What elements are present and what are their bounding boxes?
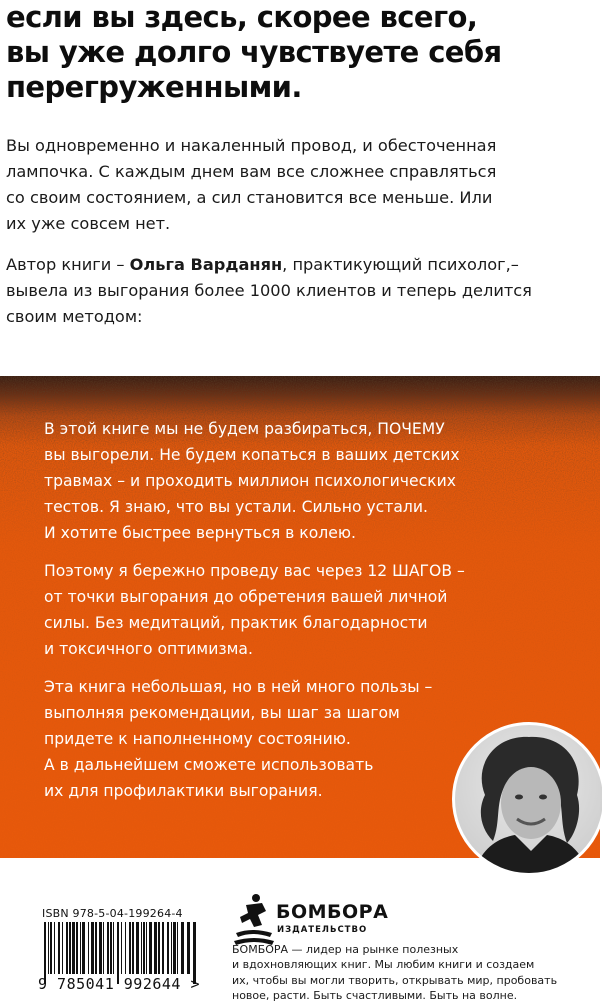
barcode-bar [48, 922, 49, 974]
barcode-bar [146, 922, 147, 974]
isbn-label: ISBN 978-5-04-199264-4 [42, 907, 183, 920]
barcode-bar [136, 922, 139, 974]
text-line: А в дальнейшем сможете использовать [44, 756, 374, 774]
headline-line: перегруженными. [6, 70, 302, 104]
barcode-bar [125, 922, 126, 974]
text-line: лампочка. С каждым днем вам все сложнее справляться [6, 162, 497, 181]
orange-paragraph-2 [44, 558, 544, 662]
barcode-bar [99, 922, 102, 974]
barcode-bar [113, 922, 114, 974]
barcode-bar [76, 922, 78, 974]
barcode-bar [107, 922, 109, 974]
barcode-bar [132, 922, 134, 974]
publisher-subtitle: ИЗДАТЕЛЬСТВО [277, 925, 368, 935]
headline [6, 0, 596, 105]
barcode-bar [173, 922, 176, 974]
barcode-bar [154, 922, 157, 974]
headline-line: если вы здесь, скорее всего, [6, 0, 478, 34]
author-name: Ольга Варданян [129, 255, 283, 274]
barcode-bar [149, 922, 152, 974]
barcode-bar [58, 922, 60, 974]
barcode-bar [103, 922, 104, 974]
barcode-bar [62, 922, 63, 974]
text-line: их для профилактики выгорания. [44, 782, 323, 800]
barcode-bar [91, 922, 94, 974]
orange-paragraph-1 [44, 416, 544, 546]
barcode-bar [167, 922, 169, 974]
text-line: тестов. Я знаю, что вы устали. Сильно устали. [44, 498, 428, 516]
barcode-digits: 9 785041 992644 > [38, 975, 201, 993]
author-photo-icon [455, 725, 602, 873]
barcode-bar [143, 922, 145, 974]
text-line: придете к наполненному состоянию. [44, 730, 351, 748]
text-line: выполняя рекомендации, вы шаг за шагом [44, 704, 400, 722]
text-line: БОМБОРА — лидер на рынке полезных [232, 943, 459, 956]
text-line: В этой книге мы не будем разбираться, ПОЧЕМУ [44, 420, 445, 438]
text-fragment: Автор книги – [6, 255, 130, 274]
text-line: Эта книга небольшая, но в ней много пользы – [44, 678, 433, 696]
text-line: новое, расти. Быть счастливыми. Быть на волне. [232, 989, 518, 1003]
text-line: вывела из выгорания более 1000 клиентов и теперь делится [6, 281, 532, 300]
barcode-bar [82, 922, 85, 974]
barcode-bar [162, 922, 164, 974]
text-line: от точки выгорания до обретения вашей личной [44, 588, 448, 606]
barcode-bar [69, 922, 71, 974]
text-line: их уже совсем нет. [6, 214, 171, 233]
barcode-bar [95, 922, 97, 974]
text-line: И хотите быстрее вернуться в колею. [44, 524, 356, 542]
text-line: своим методом: [6, 307, 143, 326]
text-line: Поэтому я бережно проведу вас через 12 ШАГОВ – [44, 562, 465, 580]
barcode-bar [177, 922, 178, 974]
publisher-name: БОМБОРА [276, 901, 389, 923]
barcode-bar [171, 922, 172, 974]
barcode-bar [129, 922, 131, 974]
barcode-bar [88, 922, 89, 974]
barcode-bar [72, 922, 75, 974]
headline-line: вы уже долго чувствуете себя [6, 35, 502, 69]
intro-paragraph-1 [6, 133, 591, 237]
barcode-bar [50, 922, 52, 974]
text-fragment: , практикующий психолог,– [282, 255, 519, 274]
text-line [6, 252, 591, 278]
text-line: Вы одновременно и накаленный провод, и обесточенная [6, 136, 497, 155]
text-line: и вдохновляющих книг. Мы любим книги и создаем [232, 958, 535, 972]
barcode-bar [121, 922, 122, 974]
barcode-bar [187, 922, 190, 974]
text-line: и токсичного оптимизма. [44, 640, 253, 658]
publisher-description [232, 942, 592, 1004]
barcode-bar [158, 922, 160, 974]
intro-paragraph-2 [6, 252, 591, 330]
barcode-bar [66, 922, 68, 974]
barcode-bar [110, 922, 112, 974]
barcode-bar [80, 922, 81, 974]
text-line: их, чтобы вы могли творить, открывать мир, пробовать [232, 973, 558, 987]
barcode-bar [54, 922, 55, 974]
author-photo [452, 722, 602, 876]
text-line: силы. Без медитаций, практик благодарности [44, 614, 428, 632]
text-line: со своим состоянием, а сил становится все меньше. Или [6, 188, 493, 207]
text-line: травмах – и проходить миллион психологических [44, 472, 456, 490]
barcode-bar [141, 922, 142, 974]
text-line: вы выгорели. Не будем копаться в ваших детских [44, 446, 460, 464]
barcode-bar [181, 922, 184, 974]
